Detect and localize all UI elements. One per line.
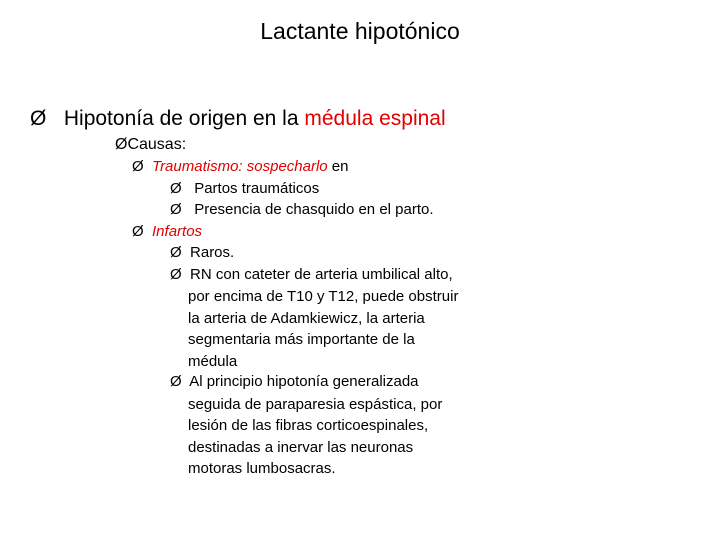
causas-label: Causas:	[127, 136, 187, 153]
continuation-line: motoras lumbosacras.	[188, 460, 336, 477]
bullet-infartos	[132, 222, 202, 242]
infartos-label: Infartos	[152, 223, 203, 240]
continuation-line: por encima de T10 y T12, puede obstruir	[188, 288, 459, 305]
arrow-bullet-icon: Ø	[132, 223, 144, 240]
continuation-line: la arteria de Adamkiewicz, la arteria	[188, 309, 425, 327]
arrow-bullet-icon: Ø	[132, 158, 144, 175]
list-item-text: Presencia de chasquido en el parto.	[194, 201, 434, 218]
continuation-line: segmentaria más importante de la	[188, 331, 415, 348]
arrow-bullet-icon: Ø	[170, 244, 182, 261]
list-item-raros	[170, 243, 234, 263]
list-item-hipotonia-generalizada	[170, 372, 419, 392]
continuation-line: lesión de las fibras corticoespinales,	[188, 417, 429, 434]
bullet-hipotonia-text: Hipotonía de origen en la	[63, 107, 305, 130]
arrow-bullet-icon: Ø	[170, 373, 182, 390]
list-item-text: Partos traumáticos	[194, 180, 320, 197]
list-item-chasquido	[170, 200, 434, 220]
continuation-line: seguida de paraparesia espástica, por	[188, 395, 443, 413]
list-item-text: Raros.	[190, 244, 235, 261]
bullet-hipotonia	[30, 106, 446, 132]
arrow-bullet-icon: Ø	[170, 180, 182, 197]
list-item-rn-cateter	[170, 265, 453, 285]
list-item-partos	[170, 179, 319, 199]
arrow-bullet-icon: Ø	[170, 266, 182, 283]
continuation-line: destinadas a inervar las neuronas	[188, 438, 414, 456]
bullet-traumatismo	[132, 157, 349, 177]
continuation-line: médula	[188, 352, 238, 370]
medula-espinal-highlight: médula espinal	[304, 107, 446, 130]
list-item-text: RN con cateter de arteria umbilical alto,	[190, 266, 453, 283]
traumatismo-suffix: en	[327, 158, 349, 175]
slide-title: Lactante hipotónico	[260, 18, 460, 44]
arrow-bullet-icon: Ø	[115, 136, 128, 153]
traumatismo-label: Traumatismo: sospecharlo	[152, 158, 328, 175]
arrow-bullet-icon: Ø	[30, 107, 47, 130]
bullet-causas	[115, 135, 186, 155]
arrow-bullet-icon: Ø	[170, 201, 182, 218]
list-item-text: Al principio hipotonía generalizada	[189, 373, 419, 390]
